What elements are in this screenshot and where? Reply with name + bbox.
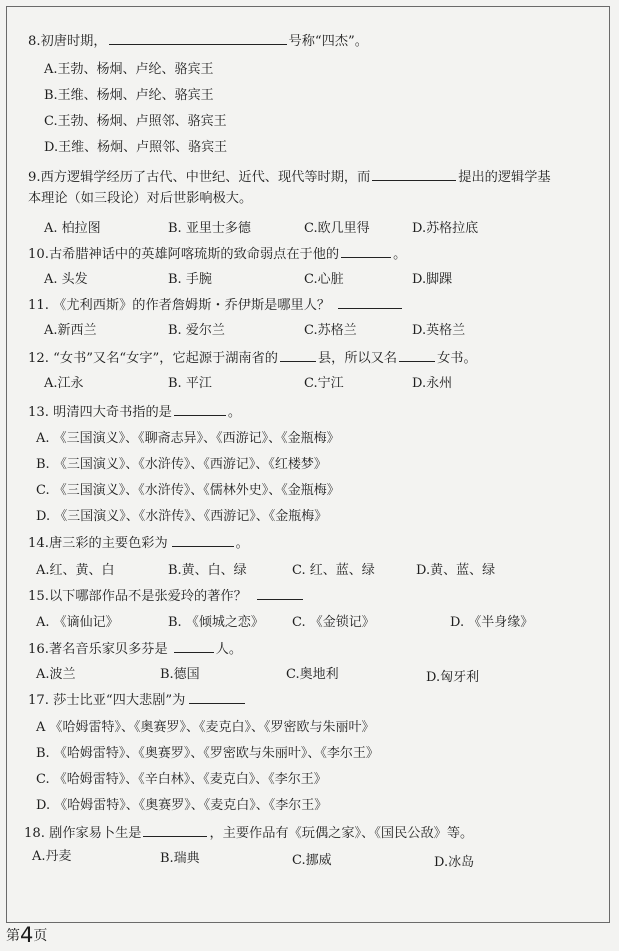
question-11-option-c: C.苏格兰 [304,323,357,338]
answer-blank [257,587,303,600]
answer-blank [174,640,214,653]
question-14-option-c: C. 红、蓝、绿 [292,563,375,578]
answer-blank [172,534,234,547]
answer-blank [341,245,391,258]
question-17-stem: 17. 莎士比亚“四大悲剧”为 [28,691,247,709]
answer-blank [109,32,287,45]
question-11-option-a: A.新西兰 [44,323,97,338]
question-16-option-c: C.奥地利 [286,667,339,682]
question-14-option-b: B.黄、白、绿 [168,563,247,578]
question-13-option-b: B. 《三国演义》、《水浒传》、《西游记》、《红楼梦》 [36,457,327,472]
answer-blank [338,296,402,309]
question-9-option-b: B. 亚里士多德 [168,221,251,236]
question-18-option-c: C.挪威 [292,853,332,868]
question-17-option-c: C. 《哈姆雷特》、《辛白林》、《麦克白》、《李尔王》 [36,772,327,787]
question-10-stem: 10.古希腊神话中的英雄阿喀琉斯的致命弱点在于他的 。 [28,247,407,262]
question-15-option-a: A. 《谪仙记》 [36,615,119,630]
question-13-option-c: C. 《三国演义》、《水浒传》、《儒林外史》、《金瓶梅》 [36,483,340,498]
question-11-stem: 11. 《尤利西斯》的作者詹姆斯・乔伊斯是哪里人？ [28,296,404,314]
question-18-option-d: D.冰岛 [434,855,475,870]
question-15-stem: 15.以下哪部作品不是张爱玲的著作？ [28,587,305,605]
question-16-option-b: B.德国 [160,667,200,682]
answer-blank [399,349,435,362]
question-12-option-c: C.宁江 [304,376,344,391]
question-18-option-a: A.丹麦 [32,849,72,864]
question-8-option-b: B.王维、杨炯、卢纶、骆宾王 [44,88,214,103]
question-13-option-d: D. 《三国演义》、《水浒传》、《西游记》、《金瓶梅》 [36,509,328,524]
question-13-option-a: A. 《三国演义》、《聊斋志异》、《西游记》、《金瓶梅》 [36,431,340,446]
question-10-option-b: B. 手腕 [168,272,212,287]
question-18-option-b: B.瑞典 [160,851,200,866]
question-17-option-a: A 《哈姆雷特》、《奥赛罗》、《麦克白》、《罗密欧与朱丽叶》 [36,720,375,735]
question-16-option-a: A.波兰 [36,667,76,682]
question-9-option-c: C.欧几里得 [304,221,370,236]
question-10-option-a: A. 头发 [44,272,88,287]
question-8-option-c: C.王勃、杨炯、卢照邻、骆宾王 [44,114,227,129]
question-13-stem: 13. 明清四大奇书指的是 。 [28,405,242,420]
question-11-option-b: B. 爱尔兰 [168,323,225,338]
question-12-option-a: A.江永 [44,376,84,391]
question-9-stem: 9.西方逻辑学经历了古代、中世纪、近代、现代等时期，而 提出的逻辑学基 [28,170,551,185]
question-14-option-d: D.黄、蓝、绿 [416,563,496,578]
question-12-stem: 12. “女书”又名“女字”，它起源于湖南省的 县，所以又名 女书。 [28,351,477,366]
answer-blank [189,691,245,704]
question-12-option-d: D.永州 [412,376,453,391]
question-10-option-d: D.脚踝 [412,272,453,287]
question-9-stem-line-2: 本理论（如三段论）对后世影响极大。 [28,191,253,206]
question-9-option-a: A. 柏拉图 [44,221,101,236]
question-15-option-c: C. 《金锁记》 [292,615,375,630]
question-14-stem: 14.唐三彩的主要色彩为 。 [28,536,249,551]
question-9-option-d: D.苏格拉底 [412,221,479,236]
answer-blank [143,824,207,837]
question-16-option-d: D.匈牙利 [426,670,480,685]
question-8-option-a: A.王勃、杨炯、卢纶、骆宾王 [44,62,214,77]
question-11-option-d: D.英格兰 [412,323,466,338]
question-12-option-b: B. 平江 [168,376,212,391]
question-16-stem: 16.著名音乐家贝多芬是 人。 [28,642,243,657]
page-number: 第4页 [6,923,48,947]
question-15-option-d: D. 《半身缘》 [450,615,534,630]
question-10-option-c: C.心脏 [304,272,344,287]
answer-blank [372,168,456,181]
answer-blank [174,403,226,416]
answer-blank [280,349,316,362]
question-18-stem: 18. 剧作家易卜生是 ，主要作品有《玩偶之家》、《国民公敌》等。 [24,826,474,841]
question-8-stem: 8.初唐时期， 号称“四杰”。 [28,34,368,49]
question-17-option-d: D. 《哈姆雷特》、《奥赛罗》、《麦克白》、《李尔王》 [36,798,328,813]
question-14-option-a: A.红、黄、白 [36,563,115,578]
question-8-option-d: D.王维、杨炯、卢照邻、骆宾王 [44,140,228,155]
question-17-option-b: B. 《哈姆雷特》、《奥赛罗》、《罗密欧与朱丽叶》、《李尔王》 [36,746,379,761]
question-15-option-b: B. 《倾城之恋》 [168,615,264,630]
